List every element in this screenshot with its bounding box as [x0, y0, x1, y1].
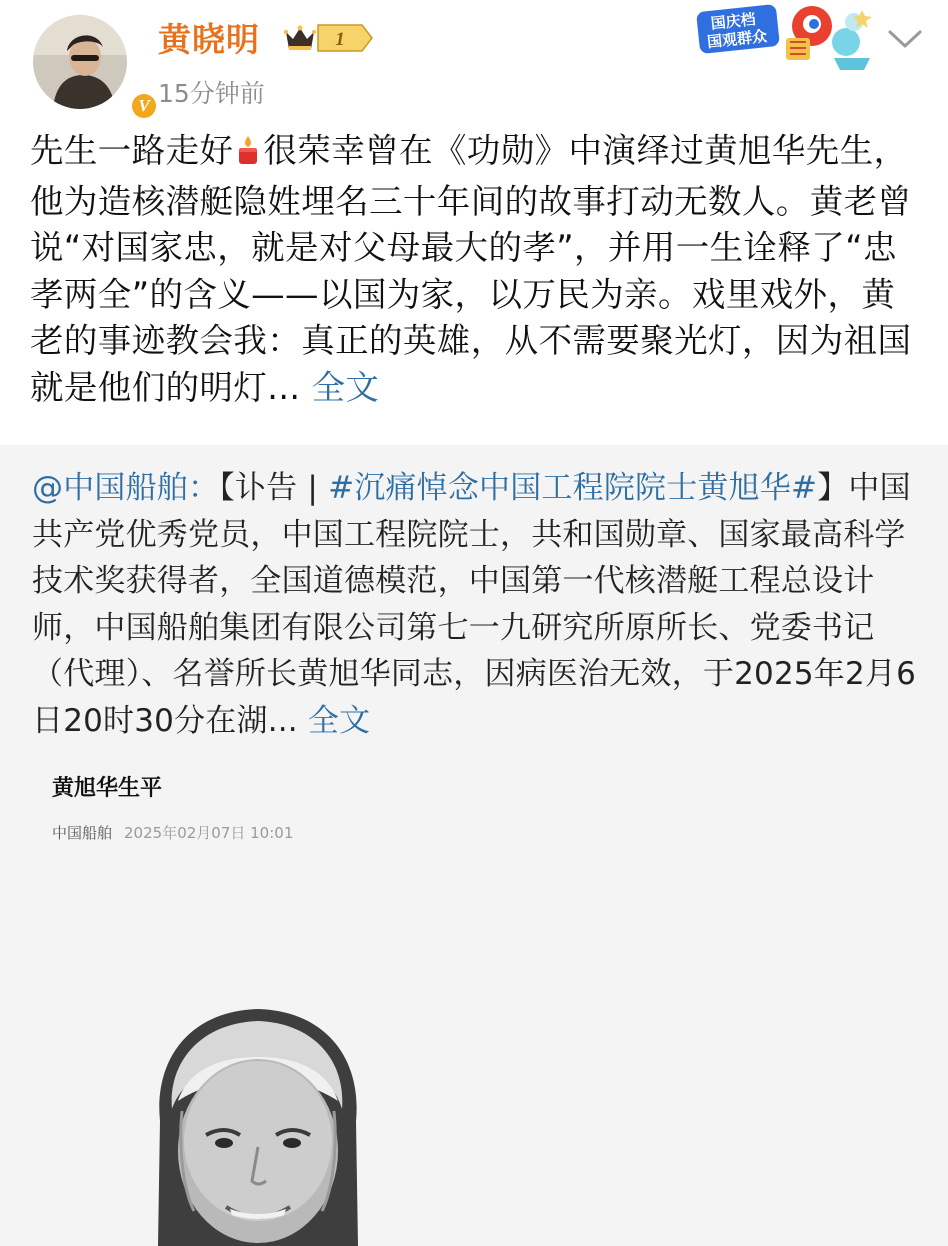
post-text-start: 先生一路走好 — [30, 131, 234, 170]
expand-label[interactable]: 全文 — [311, 367, 380, 407]
mention-separator: ： — [188, 470, 220, 506]
festival-line1: 国庆档 — [709, 10, 757, 33]
bracket-close: 】 — [817, 470, 849, 506]
article-date: 2025年02月07日 10:01 — [124, 824, 294, 842]
verified-icon: V — [129, 91, 159, 121]
mention-link[interactable]: @中国船舶 — [32, 470, 188, 506]
expand-full-text-link[interactable] — [300, 368, 379, 407]
vip-level: 1 — [335, 29, 345, 50]
article-source: 中国船舶 — [52, 824, 113, 842]
article-meta — [52, 822, 293, 843]
post-time: 15分钟前 — [158, 79, 265, 108]
festival-badge[interactable] — [694, 2, 880, 74]
repost-expand-label[interactable]: 全文 — [307, 702, 371, 739]
post-text: 很荣幸曾在《功勋》中演绎过黄旭华先生，他为造核潜艇隐姓埋名三十年间的故事打动无数人。黄老曾说“对国家忠，就是对父母最大的孝”，并用一生诠释了“忠孝两全”的含义——以国为家，以万民为亲。戏里戏外，黄老的事迹教会我：真正的英雄，从不需要聚光灯，因为祖国就是他们的明灯... — [30, 131, 912, 407]
chevron-down-icon[interactable] — [882, 20, 928, 54]
post-content — [30, 128, 920, 411]
reposted-content[interactable] — [0, 445, 948, 1246]
repost-text — [32, 465, 922, 744]
avatar-photo — [33, 15, 127, 109]
article-card[interactable] — [0, 741, 948, 1246]
vip-crown-icon[interactable] — [280, 22, 374, 54]
festival-line2: 国观群众 — [706, 27, 768, 52]
bracket-open: 【讣告 | — [219, 470, 329, 506]
candle-icon — [235, 132, 261, 179]
memorial-portrait-image[interactable] — [148, 1001, 368, 1246]
post-header — [0, 0, 948, 125]
avatar[interactable] — [33, 15, 150, 115]
article-title: 黄旭华生平 — [52, 776, 163, 801]
repost-body: 中国共产党优秀党员，中国工程院院士，共和国勋章、国家最高科学技术奖获得者，全国道德模范，中国第一代核潜艇工程总设计师，中国船舶集团有限公司第七一九研究所原所长、党委书记（代理）、名誉所长黄旭华同志，因病医治无效，于2025年2月6日20时30分在湖... — [32, 470, 917, 739]
repost-expand-link[interactable] — [298, 703, 370, 739]
hashtag-link[interactable]: #沉痛悼念中国工程院院士黄旭华# — [328, 470, 818, 506]
author-name[interactable]: 黄晓明 — [158, 20, 260, 59]
